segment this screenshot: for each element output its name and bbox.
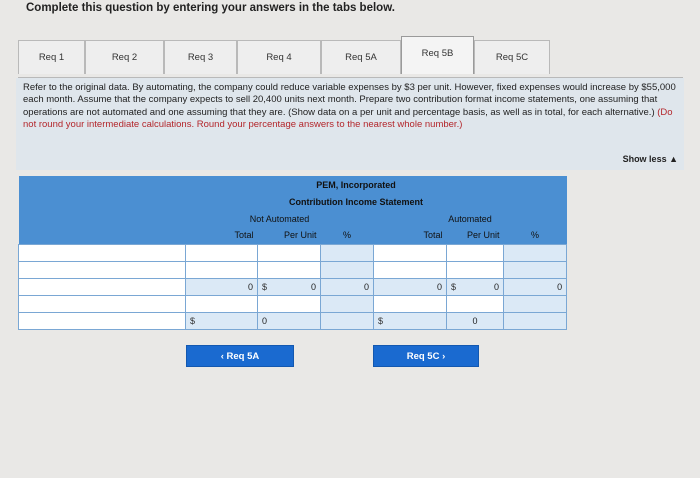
total-value: 0	[374, 278, 447, 295]
tab-req-1[interactable]: Req 1	[18, 40, 85, 74]
per-unit-input[interactable]	[258, 261, 321, 278]
total-input[interactable]	[374, 261, 447, 278]
per-unit-value: 0	[493, 281, 499, 292]
percent-cell	[504, 261, 567, 278]
dollar-sign: $	[262, 281, 268, 292]
percent-value: 0	[321, 278, 374, 295]
col-per-unit-a: Per Unit	[447, 227, 504, 244]
total-input[interactable]	[186, 261, 258, 278]
dollar-sign: $	[451, 281, 457, 292]
company-name: PEM, Incorporated	[316, 179, 396, 190]
col-total-na: Total	[186, 227, 258, 244]
question-text: Refer to the original data. By automating, the company could reduce variable expenses by $3 per unit. However, fixed expenses would increase by $55,000 each month. Assume that the company expects to sell 20,400 units next month. Prepare two contribution format income statements, one assuming that operations are not automated and one assuming that they are. (Show data on a per unit and percentage basis, as well as in total, for each alternative.)	[23, 82, 676, 118]
tab-req-3[interactable]: Req 3	[164, 40, 237, 74]
table-row	[19, 244, 567, 261]
instruction-title: Complete this question by entering your answers in the tabs below.	[26, 2, 395, 14]
statement-title: Contribution Income Statement	[289, 196, 424, 207]
percent-value: 0	[504, 278, 567, 295]
per-unit-input[interactable]	[447, 295, 504, 312]
total-input[interactable]	[186, 295, 258, 312]
per-unit-value: 0	[472, 315, 478, 326]
not-automated-header: Not Automated	[186, 210, 374, 227]
percent-cell	[321, 295, 374, 312]
per-unit-input[interactable]	[447, 244, 504, 261]
total-value: 0	[186, 278, 258, 295]
dollar-sign: $	[190, 315, 196, 326]
tab-req-5b[interactable]: Req 5B	[401, 36, 474, 74]
percent-cell	[504, 244, 567, 261]
per-unit-input[interactable]	[258, 244, 321, 261]
show-less-toggle[interactable]: Show less ▲	[622, 154, 678, 164]
next-req-5c-button[interactable]: Req 5C ›	[373, 345, 479, 367]
line-item-input[interactable]	[19, 295, 186, 312]
table-row	[19, 261, 567, 278]
table-row	[19, 278, 567, 295]
prev-req-5a-button[interactable]: ‹ Req 5A	[186, 345, 294, 367]
tab-req-2[interactable]: Req 2	[85, 40, 164, 74]
col-per-unit-na: Per Unit	[258, 227, 321, 244]
question-panel	[16, 78, 684, 170]
per-unit-value: 0	[262, 315, 268, 326]
tab-req-5a[interactable]: Req 5A	[321, 40, 401, 74]
col-percent-a: %	[504, 227, 567, 244]
rounding-note: (Do not round your intermediate calculations. Round your percentage answers to the nearest whole number.)	[23, 106, 673, 130]
line-item-input[interactable]	[19, 244, 186, 261]
line-item-input[interactable]	[19, 312, 186, 329]
table-row	[19, 295, 567, 312]
automated-header: Automated	[374, 210, 567, 227]
total-input[interactable]	[374, 295, 447, 312]
per-unit-input[interactable]	[258, 295, 321, 312]
total-input[interactable]	[374, 244, 447, 261]
percent-cell	[504, 312, 567, 329]
dollar-sign: $	[378, 315, 384, 326]
total-input[interactable]	[186, 244, 258, 261]
per-unit-value: 0	[310, 281, 316, 292]
per-unit-input[interactable]	[447, 261, 504, 278]
col-total-a: Total	[374, 227, 447, 244]
col-percent-na: %	[321, 227, 374, 244]
percent-cell	[321, 312, 374, 329]
percent-cell	[504, 295, 567, 312]
tab-req-5c[interactable]: Req 5C	[474, 40, 550, 74]
income-statement	[18, 176, 566, 330]
line-item-input[interactable]	[19, 261, 186, 278]
table-row	[19, 312, 567, 329]
line-item-input[interactable]	[19, 278, 186, 295]
percent-cell	[321, 261, 374, 278]
percent-cell	[321, 244, 374, 261]
requirement-tabs	[18, 40, 680, 78]
tab-req-4[interactable]: Req 4	[237, 40, 321, 74]
